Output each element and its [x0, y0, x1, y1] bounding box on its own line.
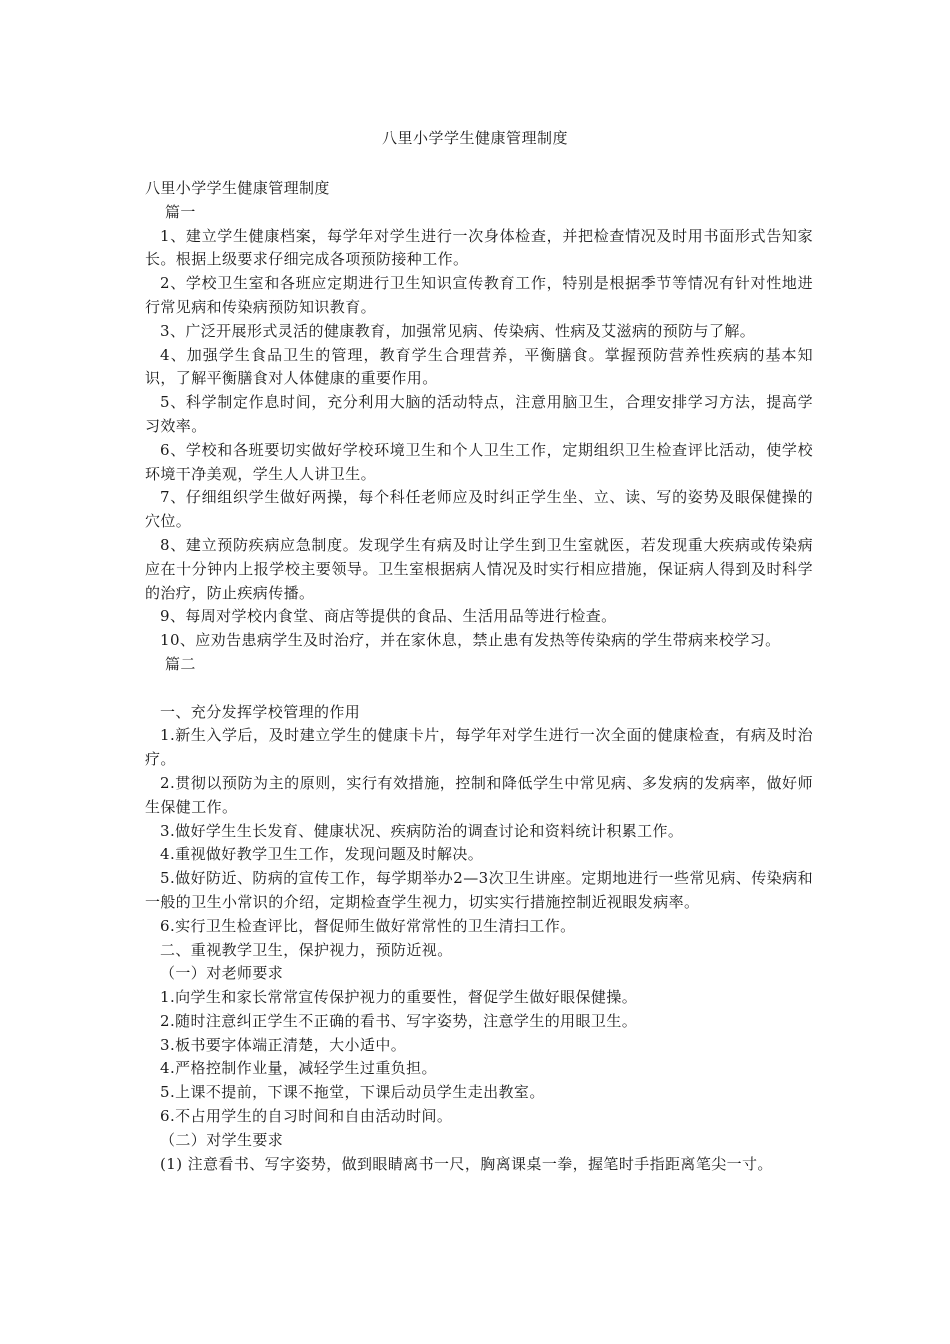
- part1-heading: 篇一: [165, 202, 196, 221]
- section1-item: 5.做好防近、防病的宣传工作，每学期举办2—3次卫生讲座。定期地进行一些常见病、传染病和一般的卫生小常识的介绍，定期检查学生视力，切实实行措施控制近视眼发病率。: [145, 869, 813, 911]
- part1-item: 8、建立预防疾病应急制度。发现学生有病及时让学生到卫生室就医，若发现重大疾病或传染病应在十分钟内上报学校主要领导。卫生室根据病人情况及时实行相应措施，保证病人得到及时科学的治疗，防止疾病传播。: [145, 535, 813, 602]
- part1-item: 4、加强学生食品卫生的管理，教育学生合理营养，平衡膳食。掌握预防营养性疾病的基本知识，了解平衡膳食对人体健康的重要作用。: [145, 345, 813, 388]
- part1-item: 9、每周对学校内食堂、商店等提供的食品、生活用品等进行检查。: [160, 607, 617, 626]
- part1-item: 1、建立学生健康档案，每学年对学生进行一次身体检查，并把检查情况及时用书面形式告知家长。根据上级要求仔细完成各项预防接种工作。: [145, 226, 813, 269]
- part1-item: 2、学校卫生室和各班应定期进行卫生知识宣传教育工作，特别是根据季节等情况有针对性地进行常见病和传染病预防知识教育。: [145, 274, 813, 316]
- teacher-requirement-item: 4.严格控制作业量，减轻学生过重负担。: [160, 1059, 437, 1078]
- student-requirements-heading: （二）对学生要求: [160, 1130, 284, 1149]
- blank-line: [145, 677, 813, 701]
- section1-item: 2.贯彻以预防为主的原则，实行有效措施，控制和降低学生中常见病、多发病的发病率，做好师生保健工作。: [145, 773, 813, 816]
- part2-heading: 篇二: [165, 654, 196, 673]
- section2-heading: 二、重视教学卫生，保护视力，预防近视。: [160, 940, 453, 959]
- teacher-requirement-item: 5.上课不提前，下课不拖堂，下课后动员学生走出教室。: [160, 1083, 545, 1102]
- part1-item: 10、应劝告患病学生及时治疗，并在家休息，禁止患有发热等传染病的学生带病来校学习。: [160, 631, 781, 650]
- teacher-requirements-heading: （一）对老师要求: [160, 964, 284, 983]
- section1-heading: 一、充分发挥学校管理的作用: [160, 702, 361, 721]
- teacher-requirement-item: 3.板书要字体端正清楚，大小适中。: [160, 1035, 407, 1054]
- teacher-requirement-item: 2.随时注意纠正学生不正确的看书、写字姿势，注意学生的用眼卫生。: [160, 1011, 638, 1030]
- section1-item: 1.新生入学后，及时建立学生的健康卡片，每学年对学生进行一次全面的健康检查，有病及时治疗。: [145, 726, 813, 769]
- part1-item: 6、学校和各班要切实做好学校环境卫生和个人卫生工作，定期组织卫生检查评比活动，使学校环境干净美观，学生人人讲卫生。: [145, 440, 813, 483]
- teacher-requirement-item: 6.不占用学生的自习时间和自由活动时间。: [160, 1107, 453, 1126]
- teacher-requirement-item: 1.向学生和家长常常宣传保护视力的重要性，督促学生做好眼保健操。: [160, 988, 638, 1007]
- document-body: [145, 177, 813, 1176]
- part1-item: 3、广泛开展形式灵活的健康教育，加强常见病、传染病、性病及艾滋病的预防与了解。: [160, 321, 756, 340]
- document-title: 八里小学学生健康管理制度: [381, 129, 568, 147]
- document-subtitle: 八里小学学生健康管理制度: [145, 179, 330, 197]
- part1-item: 5、科学制定作息时间，充分利用大脑的活动特点，注意用脑卫生，合理安排学习方法，提高学习效率。: [145, 393, 813, 435]
- section1-item: 4.重视做好教学卫生工作，发现问题及时解决。: [160, 845, 484, 864]
- part1-item: 7、仔细组织学生做好两操，每个科任老师应及时纠正学生坐、立、读、写的姿势及眼保健操的穴位。: [145, 488, 813, 531]
- student-requirement-item: (1) 注意看书、写字姿势，做到眼睛离书一尺，胸离课桌一拳，握笔时手指距离笔尖一寸。: [160, 1154, 773, 1173]
- section1-item: 6.实行卫生检查评比，督促师生做好常常性的卫生清扫工作。: [160, 916, 576, 935]
- section1-item: 3.做好学生生长发育、健康状况、疾病防治的调查讨论和资料统计积累工作。: [160, 821, 684, 840]
